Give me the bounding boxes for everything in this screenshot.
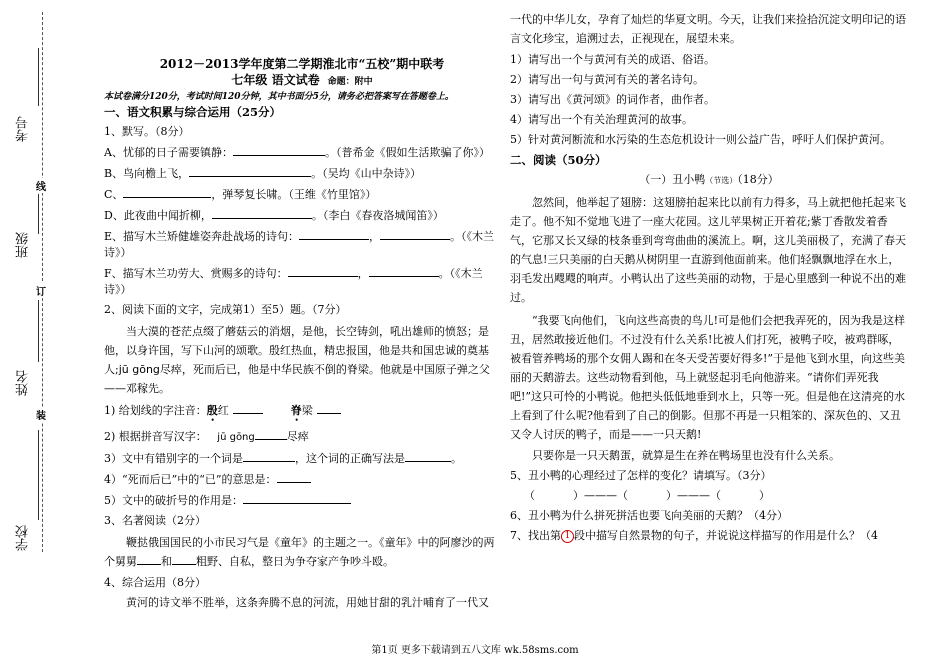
- sq1-char-2: 脊: [290, 404, 302, 417]
- q1-f-blank-1[interactable]: [288, 265, 358, 277]
- right-column: [510, 10, 908, 544]
- sq4-text: 4）“死而后已”中的“已”的意思是：: [104, 473, 277, 486]
- q1-d-text: D、此夜曲中闻折柳，: [104, 209, 212, 222]
- r-q1: 1）请写出一个与黄河有关的成语、俗语。: [510, 53, 715, 66]
- q1-b: [104, 165, 500, 182]
- sq3-text-b: ，这个词的正确写法是: [295, 452, 405, 465]
- sq3-end: 。: [451, 452, 462, 465]
- exam-note: 本试卷满分120分，考试时间120分钟，其中书面分5分，请务必把答案写在答题卷上。: [104, 92, 454, 102]
- q5-close: ）: [759, 489, 770, 502]
- q1-b-text: B、鸟向檐上飞，: [104, 167, 190, 180]
- sq1-char-1: 殷: [206, 404, 218, 417]
- sq3-blank-1[interactable]: [243, 450, 295, 462]
- xuexiao-blank: [38, 430, 39, 520]
- q3-heading: 3、名著阅读（2分）: [104, 514, 206, 527]
- q3-text-a: 鞭挞俄国国民的小市民习气是《童年》的主题之一。《童年》中的阿廖沙的两个舅舅: [104, 536, 495, 568]
- sq2-suffix: 尽瘁: [286, 430, 309, 443]
- q2-sub1: [104, 402, 500, 424]
- passage-pinyin: jū gōng: [118, 363, 160, 376]
- exam-subtitle: [104, 72, 500, 90]
- sq3-blank-2[interactable]: [405, 450, 451, 462]
- q1-f-cont: 诗》）: [104, 283, 132, 296]
- sq5-text: 5）文中的破折号的作用是：: [104, 494, 243, 507]
- reading-para-3: 只要你是一只天鹅蛋，就算是生在养在鸭场里也没有什么关系。: [532, 449, 840, 462]
- author-text: 命题：附中: [327, 77, 373, 87]
- sq2-pinyin: jū gōng: [217, 432, 255, 443]
- banji-blank: [38, 194, 39, 234]
- sq2-blank[interactable]: [255, 428, 287, 440]
- page-footer: 第1页 更多下载请到五八文库 wk.58sms.com: [371, 645, 579, 656]
- q7-text: [510, 528, 908, 544]
- reading-para-1: 忽然间，他举起了翅膀：这翅膀拍起来比以前有力得多，马上就把他托起来飞走了。他不知不觉地飞进了一座大花园。这儿苹果树正开着花;紫丁香散发着香气，它那又长又绿的枝条垂到弯弯曲曲的溪流上。啊，这儿美丽极了，充满了春天的气息!三只美丽的白天鹅从树阴里一直游到他面前来。他们轻飘飘地浮在水上，羽毛发出飕飕的响声。小鸭认出了这些美丽的动物，于是心里感到一种说不出的难过。: [510, 196, 906, 304]
- kaohao-blank: [38, 48, 39, 106]
- q4-text: 黄河的诗文举不胜举，这条奔腾不息的河流，用她甘甜的乳汁哺育了一代又: [126, 596, 489, 609]
- q2-sub3: [104, 450, 500, 467]
- q1-b-blank[interactable]: [189, 165, 311, 177]
- binding-dashed-line: [42, 12, 43, 552]
- q1-d: [104, 207, 500, 224]
- sq1-text: 1) 给划线的字注音：: [104, 404, 207, 417]
- xingming-blank: [38, 300, 39, 362]
- q7-circled-number: 1: [561, 530, 574, 543]
- reading-title: [510, 172, 908, 189]
- sq5-blank[interactable]: [243, 492, 351, 504]
- q2-heading: 2、阅读下面的文字，完成第1）至5）题。（7分）: [104, 303, 347, 316]
- r-q4: 4）请写出一个有关治理黄河的故事。: [510, 113, 693, 126]
- q4-heading: 4、综合运用（8分）: [104, 576, 206, 589]
- q1-b-source: 。（吴均《山中杂诗》）: [311, 167, 422, 180]
- mark-zhuang: 装: [36, 407, 46, 422]
- sq4-blank[interactable]: [277, 471, 311, 483]
- q3-blank-2[interactable]: [172, 553, 196, 565]
- q3-text-b: 和: [161, 555, 172, 568]
- section-2-heading: 二、阅读（50分）: [510, 153, 607, 167]
- q1-e-source: 。（《木兰: [450, 230, 495, 243]
- q1-a-text: A、忧郁的日子需要镇静：: [104, 146, 233, 159]
- q1-e-comma: ，: [369, 230, 381, 243]
- sq3-text: 3）文中有错别字的一个词是: [104, 452, 243, 465]
- q1-e-blank-1[interactable]: [299, 228, 369, 240]
- reading-title-score: （18分）: [737, 173, 779, 186]
- sq1-char-2b: 梁: [301, 404, 313, 417]
- r-q5: 5）针对黄河断流和水污染的生态危机设计一则公益广告，呼吁人们保护黄河。: [510, 133, 891, 146]
- q1-d-blank[interactable]: [212, 207, 312, 219]
- q1-c: [104, 186, 500, 203]
- q1-e: [104, 228, 500, 245]
- q2-sub2: [104, 428, 500, 446]
- q5-arrow-2: ）———（: [666, 489, 721, 502]
- q7-text-b: 段中描写自然景物的句子，并说说这样描写的作用是什么？（4: [574, 529, 878, 542]
- q1-f-comma: ，: [357, 267, 369, 280]
- exam-title: 2012－2013学年度第二学期淮北市“五校”期中联考: [159, 57, 445, 71]
- q5-arrow-1: ）———（: [573, 489, 628, 502]
- q1-f-text: F、描写木兰功劳大、赏赐多的诗句：: [104, 267, 288, 280]
- q3-text: [104, 533, 500, 571]
- binding-margin: [0, 0, 92, 671]
- subtitle-text: 七年级 语文试卷: [231, 73, 320, 87]
- q1-heading: 1、默写。（8分）: [104, 125, 190, 138]
- q1-c-text: C、: [104, 188, 124, 201]
- sq2-text: 2) 根据拼音写汉字：: [104, 430, 207, 443]
- label-xingming: 姓名: [16, 370, 31, 396]
- r-q2: 2）请写出一句与黄河有关的著名诗句。: [510, 73, 704, 86]
- q1-f: [104, 265, 500, 282]
- passage-part-a: 当大漠的苍茫点缀了蘑菇云的消烟，是他，长空铸剑，吼出雄师的愤怒；是他，以身许国，写下山河的颂歌。殷红热血，精忠报国，他是共和国忠诚的奠基人;: [104, 325, 489, 376]
- q1-d-source: 。（李白《春夜洛城闻笛》）: [311, 209, 444, 222]
- reading-title-main: （一）丑小鸭: [639, 173, 706, 186]
- q7-text-a: 7、找出第: [510, 529, 561, 542]
- q1-e-blank-2[interactable]: [380, 228, 450, 240]
- sq1-blank-2[interactable]: [317, 402, 341, 414]
- q1-f-source: 。（《木兰: [438, 267, 483, 280]
- passage-part-c: 尽瘁，死而后已，他是中华民族不倒的脊梁。他就是中国原子弹之父——邓稼先。: [104, 363, 490, 395]
- q3-blank-1[interactable]: [137, 553, 161, 565]
- q3-text-c: 粗野、自私，整日为争夺家产争吵斗殴。: [196, 555, 394, 568]
- sq1-blank-1[interactable]: [233, 402, 263, 414]
- q1-a: [104, 144, 500, 161]
- mark-xian: 线: [36, 178, 46, 193]
- q2-passage: [104, 322, 500, 398]
- q6-text: 6、丑小鸭为什么拼死拼活也要飞向美丽的天鹅？（4分）: [510, 509, 788, 522]
- q2-sub4: [104, 471, 500, 488]
- q5-text: 5、丑小鸭的心理经过了怎样的变化？请填写。（3分）: [510, 469, 772, 482]
- sq1-char-1b: 红: [217, 404, 229, 417]
- label-banji: 班级: [16, 232, 31, 258]
- label-kaohao: 考号: [16, 116, 31, 142]
- q1-c-blank[interactable]: [123, 186, 211, 198]
- q1-a-blank[interactable]: [233, 144, 325, 156]
- q5-open: （: [524, 489, 535, 502]
- mark-ding: 订: [36, 283, 46, 298]
- left-column: [104, 56, 500, 611]
- r-q3: 3）请写出《黄河颂》的词作者，曲作者。: [510, 93, 715, 106]
- q1-a-source: 。（普希金《假如生活欺骗了你》）: [324, 146, 490, 159]
- r-intro: 一代的中华儿女，孕育了灿烂的华夏文明。今天，让我们来捡拾沉淀文明印记的语言文化珍宝，追溯过去，正视现在，展望未来。: [510, 13, 906, 45]
- section-1-heading: 一、语文积累与综合运用（25分）: [104, 105, 282, 119]
- label-xuexiao: 学校: [16, 525, 31, 551]
- q2-sub5: [104, 492, 500, 509]
- q5-blanks: [510, 488, 908, 504]
- q1-e-cont: 诗》）: [104, 246, 132, 259]
- q1-c-source: ，弹琴复长啸。（王维《竹里馆》）: [211, 188, 377, 201]
- reading-title-note: （节选）: [705, 176, 738, 185]
- reading-para-2: “我要飞向他们，飞向这些高贵的鸟儿!可是他们会把我弄死的，因为我是这样丑，居然敢接近他们。不过没有什么关系!比被人们打死，被鸭子咬，被鸡群啄，被看管养鸭场的那个女佣人踢和在冬天受苦要好得多!”于是他飞到水里，向这些美丽的天鹅游去。这些动物看到他，马上就竖起羽毛向他游来。“请你们弄死我吧!”这只可怜的小鸭说。他把头低低地垂到水上，只等一死。但是他在这清亮的水上看到了什么呢?他看到了自己的倒影。但那不再是一只粗笨的、深灰色的、又丑又令人讨厌的鸭子，而是——一只天鹅!: [510, 314, 906, 441]
- q1-e-text: E、描写木兰矫健雄姿奔赴战场的诗句：: [104, 230, 300, 243]
- q1-f-blank-2[interactable]: [369, 265, 439, 277]
